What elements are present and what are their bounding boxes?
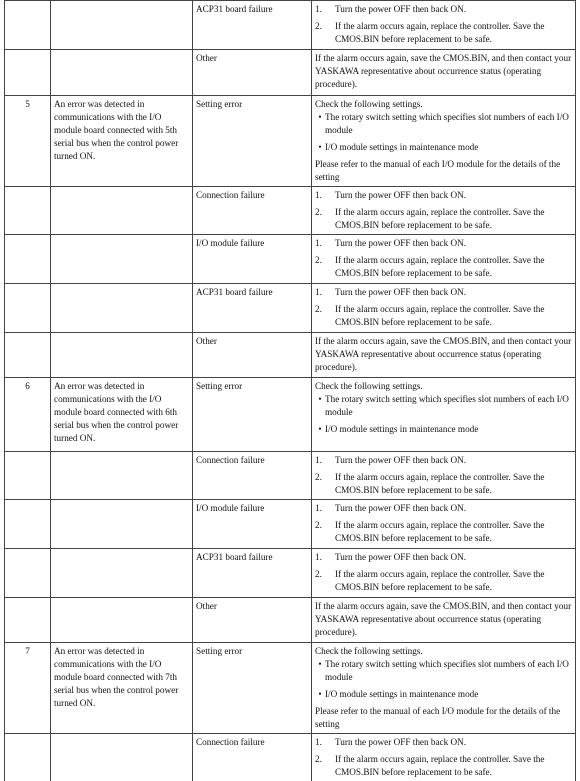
table-row <box>5 50 576 96</box>
remedy-cell: 1. Turn the power OFF then back ON. 2. If the alarm occurs again, replace the controller. Save the CMOS.BIN before replacement to be safe. <box>312 452 576 500</box>
cause-cell <box>193 284 312 333</box>
cause-text: Setting error <box>196 99 243 109</box>
table-row <box>5 549 576 598</box>
remedy-cell: 1. Turn the power OFF then back ON. 2. If the alarm occurs again, replace the controller. Save the CMOS.BIN before replacement to be safe. <box>312 187 576 235</box>
alarm-description-cell <box>51 643 193 734</box>
cause-cell <box>193 333 312 378</box>
manual-note: Please refer to the manual of each I/O module for the details of the setting <box>315 706 561 729</box>
cause-cell <box>193 187 312 235</box>
alarm-description-cell <box>51 598 193 643</box>
remedy-cell <box>312 378 576 452</box>
alarm-description-cell <box>51 187 193 235</box>
remedy-cell: 1. Turn the power OFF then back ON. 2. If the alarm occurs again, replace the controller. Save the CMOS.BIN before replacement to be safe. <box>312 734 576 781</box>
check-item: • I/O module settings in maintenance mode <box>318 142 479 152</box>
alarm-number-cell <box>5 598 51 643</box>
table-row <box>5 378 576 452</box>
remedy-cell: 1. Turn the power OFF then back ON. 2. If the alarm occurs again, replace the controller. Save the CMOS.BIN before replacement to be safe. <box>312 235 576 284</box>
check-intro: Check the following settings. <box>315 99 423 109</box>
alarm-description-cell <box>51 333 193 378</box>
alarm-number-cell <box>5 284 51 333</box>
check-item: • I/O module settings in maintenance mode <box>318 689 479 699</box>
cause-text: ACP31 board failure <box>196 552 273 562</box>
cause-text: Other <box>196 601 217 611</box>
alarm-description: An error was detected in communications with the I/O module board connected with 6th serial bus when the control power turned ON. <box>54 381 179 443</box>
table-row <box>5 500 576 549</box>
alarm-number-cell <box>5 235 51 284</box>
remedy-cell <box>312 333 576 378</box>
alarm-number: 7 <box>25 646 30 656</box>
cause-cell <box>193 1 312 50</box>
table-row <box>5 235 576 284</box>
cause-cell <box>193 643 312 734</box>
remedy-cell <box>312 96 576 187</box>
check-intro: Check the following settings. <box>315 646 423 656</box>
alarm-description: An error was detected in communications with the I/O module board connected with 7th serial bus when the control power turned ON. <box>54 646 179 708</box>
alarm-number-cell <box>5 500 51 549</box>
alarm-description-cell <box>51 235 193 284</box>
cause-text: ACP31 board failure <box>196 4 273 14</box>
alarm-description-cell <box>51 500 193 549</box>
alarm-number-cell <box>5 734 51 781</box>
alarm-description: An error was detected in communications with the I/O module board connected with 5th serial bus when the control power turned ON. <box>54 99 179 161</box>
alarm-description-cell <box>51 452 193 500</box>
table-row <box>5 734 576 781</box>
remedy-cell: 1. Turn the power OFF then back ON. 2. If the alarm occurs again, replace the controller. Save the CMOS.BIN before replacement to be safe. <box>312 284 576 333</box>
cause-text: ACP31 board failure <box>196 287 273 297</box>
cause-cell <box>193 235 312 284</box>
alarm-description-cell <box>51 50 193 96</box>
alarm-description-cell <box>51 284 193 333</box>
alarm-number: 6 <box>25 381 30 391</box>
alarm-number-cell <box>5 378 51 452</box>
alarm-number-cell <box>5 187 51 235</box>
manual-note: Please refer to the manual of each I/O module for the details of the setting <box>315 159 561 182</box>
cause-cell <box>193 734 312 781</box>
cause-text: Connection failure <box>196 455 265 465</box>
cause-cell <box>193 549 312 598</box>
alarm-number-cell <box>5 1 51 50</box>
alarm-description-cell <box>51 96 193 187</box>
alarm-number-cell <box>5 643 51 734</box>
alarm-description-cell <box>51 378 193 452</box>
alarm-table <box>4 0 576 781</box>
cause-cell <box>193 500 312 549</box>
table-row <box>5 598 576 643</box>
cause-cell <box>193 452 312 500</box>
cause-cell <box>193 50 312 96</box>
table-row <box>5 1 576 50</box>
alarm-number-cell <box>5 452 51 500</box>
table-row <box>5 333 576 378</box>
cause-text: I/O module failure <box>196 238 265 248</box>
check-item: • I/O module settings in maintenance mode <box>318 424 479 434</box>
remedy-cell: 1. Turn the power OFF then back ON. 2. If the alarm occurs again, replace the controller. Save the CMOS.BIN before replacement to be safe. <box>312 549 576 598</box>
alarm-number-cell <box>5 96 51 187</box>
table-row <box>5 96 576 187</box>
cause-text: Connection failure <box>196 737 265 747</box>
remedy-step: 1. Turn the power OFF then back ON. <box>315 4 467 14</box>
cause-text: I/O module failure <box>196 503 265 513</box>
cause-text: Other <box>196 336 217 346</box>
remedy-text: If the alarm occurs again, save the CMOS.BIN, and then contact your YASKAWA representative about occurrence status (operating procedure). <box>315 601 572 637</box>
cause-text: Setting error <box>196 381 243 391</box>
cause-cell <box>193 378 312 452</box>
cause-text: Connection failure <box>196 190 265 200</box>
alarm-number-cell <box>5 50 51 96</box>
alarm-number-cell <box>5 549 51 598</box>
check-item: • The rotary switch setting which specifies slot numbers of each I/O module <box>318 394 569 417</box>
remedy-cell <box>312 643 576 734</box>
check-intro: Check the following settings. <box>315 381 423 391</box>
remedy-cell <box>312 50 576 96</box>
alarm-number-cell <box>5 333 51 378</box>
remedy-cell <box>312 1 576 50</box>
cause-cell <box>193 96 312 187</box>
table-row <box>5 452 576 500</box>
remedy-cell: 1. Turn the power OFF then back ON. 2. If the alarm occurs again, replace the controller. Save the CMOS.BIN before replacement to be safe. <box>312 500 576 549</box>
remedy-text: If the alarm occurs again, save the CMOS.BIN, and then contact your YASKAWA representative about occurrence status (operating procedure). <box>315 336 572 372</box>
cause-text: Setting error <box>196 646 243 656</box>
check-item: • The rotary switch setting which specifies slot numbers of each I/O module <box>318 112 569 135</box>
remedy-step: 2. If the alarm occurs again, replace the controller. Save the CMOS.BIN before replacement to be safe. <box>315 21 545 44</box>
remedy-cell <box>312 598 576 643</box>
cause-cell <box>193 598 312 643</box>
alarm-number: 5 <box>25 99 30 109</box>
table-row <box>5 284 576 333</box>
remedy-text: If the alarm occurs again, save the CMOS.BIN, and then contact your YASKAWA representative about occurrence status (operating procedure). <box>315 53 572 89</box>
cause-text: Other <box>196 53 217 63</box>
alarm-description-cell <box>51 1 193 50</box>
alarm-description-cell <box>51 549 193 598</box>
table-row <box>5 643 576 734</box>
table-row <box>5 187 576 235</box>
check-item: • The rotary switch setting which specifies slot numbers of each I/O module <box>318 659 569 682</box>
alarm-description-cell <box>51 734 193 781</box>
